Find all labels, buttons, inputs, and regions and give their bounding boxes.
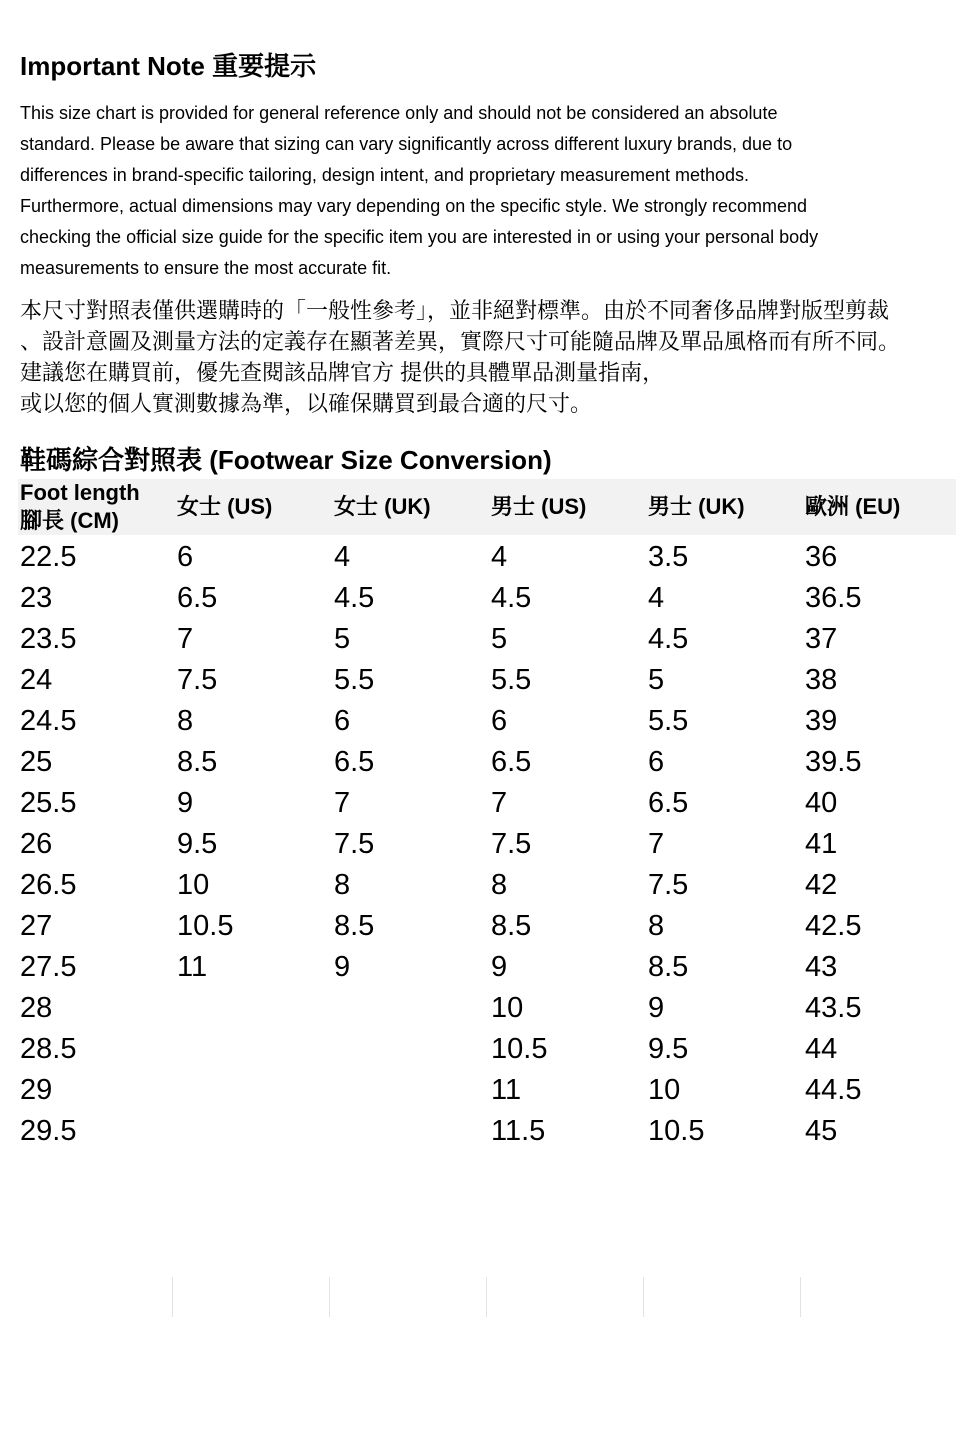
- cell-mens-us: 10.5: [491, 1033, 548, 1065]
- cell-mens-uk: 8: [648, 910, 665, 942]
- column-divider: [486, 1277, 487, 1317]
- cell-mens-us: 9: [491, 951, 508, 983]
- cell-womens-us: 6: [177, 541, 194, 573]
- table-row: [18, 1029, 956, 1070]
- cell-foot-length-cm: 24: [20, 664, 53, 696]
- header-foot-length-zh: 腳長 (CM): [20, 508, 119, 533]
- size-table-title: 鞋碼綜合對照表 (Footwear Size Conversion): [20, 445, 552, 475]
- cell-mens-us: 7.5: [491, 828, 532, 860]
- cell-mens-us: 4.5: [491, 582, 532, 614]
- cell-eu: 37: [805, 623, 838, 655]
- cell-womens-us: 9.5: [177, 828, 218, 860]
- cell-eu: 43: [805, 951, 838, 983]
- cell-eu: 44.5: [805, 1074, 862, 1106]
- table-row: [18, 537, 956, 578]
- cell-foot-length-cm: 23.5: [20, 623, 77, 655]
- table-row: [18, 783, 956, 824]
- header-womens-uk: 女士 (UK): [334, 494, 431, 519]
- cell-womens-us: 8.5: [177, 746, 218, 778]
- cell-mens-uk: 7: [648, 828, 665, 860]
- column-divider: [329, 1277, 330, 1317]
- english-note-paragraph: [20, 98, 960, 284]
- cell-mens-us: 10: [491, 992, 524, 1024]
- cell-eu: 42: [805, 869, 838, 901]
- cell-mens-us: 8.5: [491, 910, 532, 942]
- cell-mens-uk: 4.5: [648, 623, 689, 655]
- table-row: [18, 742, 956, 783]
- cell-foot-length-cm: 26: [20, 828, 53, 860]
- cell-foot-length-cm: 26.5: [20, 869, 77, 901]
- cell-mens-uk: 5.5: [648, 705, 689, 737]
- cell-eu: 42.5: [805, 910, 862, 942]
- table-row: [18, 660, 956, 701]
- table-row: [18, 865, 956, 906]
- cell-foot-length-cm: 23: [20, 582, 53, 614]
- cell-foot-length-cm: 28: [20, 992, 53, 1024]
- cell-mens-us: 4: [491, 541, 508, 573]
- cell-mens-us: 5: [491, 623, 508, 655]
- cell-mens-uk: 10.5: [648, 1115, 705, 1147]
- cell-mens-us: 11: [491, 1074, 522, 1106]
- table-row: [18, 947, 956, 988]
- cell-womens-uk: 4.5: [334, 582, 375, 614]
- cell-womens-uk: 7.5: [334, 828, 375, 860]
- note-title: Important Note 重要提示: [20, 51, 317, 81]
- english-note-line: measurements to ensure the most accurate fit.: [20, 258, 392, 278]
- header-mens-us: 男士 (US): [491, 494, 587, 519]
- cell-womens-us: 11: [177, 951, 208, 983]
- english-note-line: checking the official size guide for the specific item you are interested in or using your personal body: [20, 227, 819, 247]
- cell-foot-length-cm: 27: [20, 910, 53, 942]
- table-body: [18, 537, 956, 1152]
- header-mens-uk: 男士 (UK): [648, 494, 745, 519]
- table-row: [18, 1111, 956, 1152]
- cell-mens-uk: 9.5: [648, 1033, 689, 1065]
- cell-womens-uk: 7: [334, 787, 351, 819]
- cell-womens-uk: 9: [334, 951, 351, 983]
- column-divider: [800, 1277, 801, 1317]
- chinese-note-line: 、設計意圖及測量方法的定義存在顯著差異，實際尺寸可能隨品牌及單品風格而有所不同。: [20, 329, 901, 354]
- cell-womens-uk: 6.5: [334, 746, 375, 778]
- cell-mens-us: 6: [491, 705, 508, 737]
- cell-eu: 39: [805, 705, 838, 737]
- cell-eu: 40: [805, 787, 838, 819]
- table-row: [18, 578, 956, 619]
- cell-mens-us: 5.5: [491, 664, 532, 696]
- chinese-note-paragraph: [20, 295, 960, 419]
- cell-eu: 45: [805, 1115, 838, 1147]
- cell-mens-us: 11.5: [491, 1115, 546, 1147]
- cell-foot-length-cm: 28.5: [20, 1033, 77, 1065]
- cell-foot-length-cm: 24.5: [20, 705, 77, 737]
- cell-womens-us: 7.5: [177, 664, 218, 696]
- table-row: [18, 906, 956, 947]
- header-foot-length: [18, 479, 175, 535]
- cell-womens-uk: 4: [334, 541, 351, 573]
- cell-eu: 39.5: [805, 746, 862, 778]
- header-foot-length-en: Foot length: [20, 480, 140, 505]
- table-row: [18, 824, 956, 865]
- cell-mens-uk: 9: [648, 992, 665, 1024]
- cell-womens-us: 7: [177, 623, 194, 655]
- cell-womens-us: 8: [177, 705, 194, 737]
- cell-eu: 44: [805, 1033, 838, 1065]
- cell-eu: 38: [805, 664, 838, 696]
- cell-eu: 41: [805, 828, 838, 860]
- english-note-line: Furthermore, actual dimensions may vary depending on the specific style. We strongly recommend: [20, 196, 808, 216]
- cell-womens-uk: 8.5: [334, 910, 375, 942]
- cell-mens-uk: 5: [648, 664, 665, 696]
- cell-womens-uk: 6: [334, 705, 351, 737]
- chinese-note-line: 建議您在購買前，優先查閱該品牌官方 提供的具體單品測量指南，: [20, 360, 665, 385]
- cell-womens-uk: 5: [334, 623, 351, 655]
- cell-mens-us: 8: [491, 869, 508, 901]
- english-note-line: differences in brand-specific tailoring, design intent, and proprietary measurement methods.: [20, 165, 750, 185]
- cell-womens-us: 9: [177, 787, 194, 819]
- cell-mens-uk: 7.5: [648, 869, 689, 901]
- column-divider: [172, 1277, 173, 1317]
- table-header-row: [18, 479, 956, 535]
- cell-foot-length-cm: 29.5: [20, 1115, 77, 1147]
- header-womens-us: 女士 (US): [177, 494, 273, 519]
- cell-foot-length-cm: 27.5: [20, 951, 77, 983]
- cell-mens-us: 6.5: [491, 746, 532, 778]
- cell-mens-uk: 10: [648, 1074, 681, 1106]
- cell-mens-uk: 6: [648, 746, 665, 778]
- column-divider: [643, 1277, 644, 1317]
- cell-eu: 36: [805, 541, 838, 573]
- chinese-note-line: 或以您的個人實測數據為準，以確保購買到最合適的尺寸。: [20, 391, 593, 416]
- cell-mens-uk: 3.5: [648, 541, 689, 573]
- cell-mens-uk: 4: [648, 582, 665, 614]
- cell-mens-uk: 6.5: [648, 787, 689, 819]
- english-note-line: This size chart is provided for general reference only and should not be considered an absolute: [20, 103, 778, 123]
- table-row: [18, 1070, 956, 1111]
- cell-foot-length-cm: 29: [20, 1074, 53, 1106]
- cell-foot-length-cm: 22.5: [20, 541, 77, 573]
- table-row: [18, 701, 956, 742]
- table-row: [18, 988, 956, 1029]
- chinese-note-line: 本尺寸對照表僅供選購時的「一般性參考」，並非絕對標準。由於不同奢侈品牌對版型剪裁: [20, 298, 890, 323]
- cell-eu: 36.5: [805, 582, 862, 614]
- cell-womens-us: 6.5: [177, 582, 218, 614]
- cell-womens-us: 10.5: [177, 910, 234, 942]
- english-note-line: standard. Please be aware that sizing can vary significantly across different luxury brands, due to: [20, 134, 793, 154]
- cell-mens-uk: 8.5: [648, 951, 689, 983]
- cell-foot-length-cm: 25.5: [20, 787, 77, 819]
- table-row: [18, 619, 956, 660]
- cell-womens-uk: 5.5: [334, 664, 375, 696]
- cell-womens-us: 10: [177, 869, 210, 901]
- cell-foot-length-cm: 25: [20, 746, 53, 778]
- cell-mens-us: 7: [491, 787, 508, 819]
- cell-eu: 43.5: [805, 992, 862, 1024]
- footwear-size-table: [18, 479, 956, 1152]
- cell-womens-uk: 8: [334, 869, 351, 901]
- header-eu: 歐洲 (EU): [805, 494, 901, 519]
